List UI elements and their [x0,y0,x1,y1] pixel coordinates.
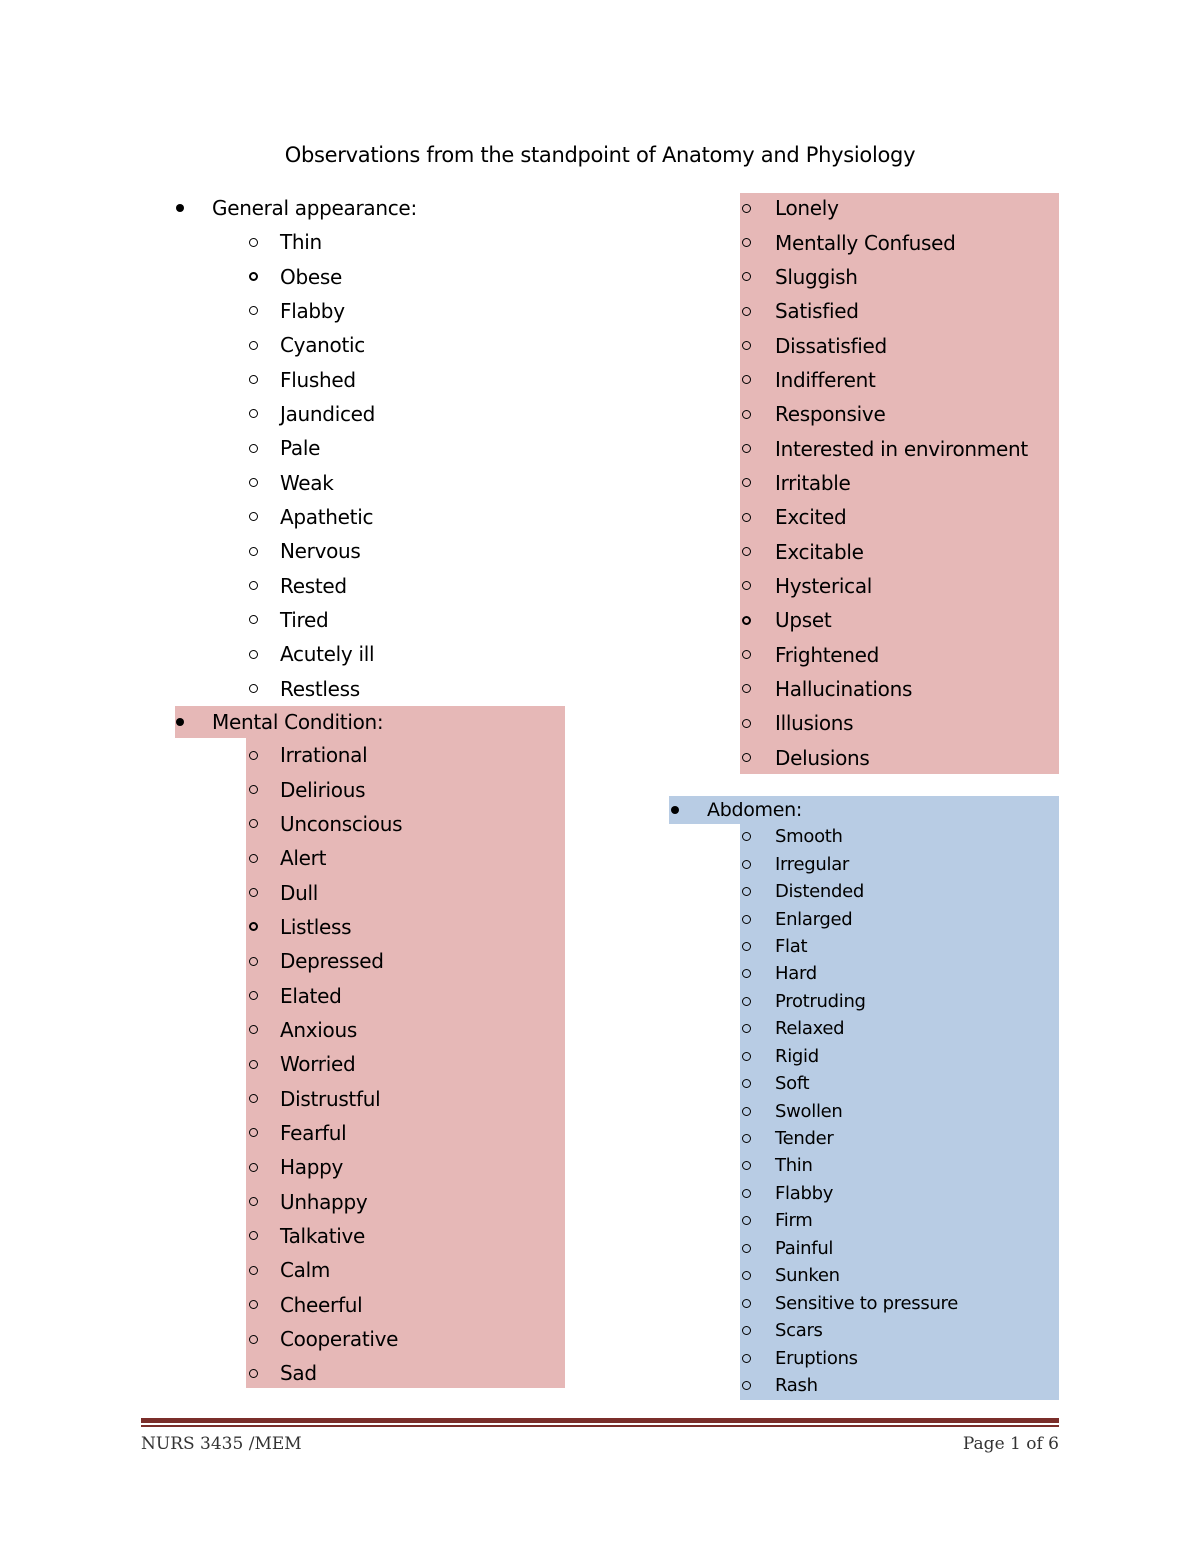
mental-condition-continued-list [742,191,1028,775]
circle-bullet-icon [249,375,258,384]
list-item-text: Illusions [775,711,854,736]
list-item [249,1288,402,1322]
circle-bullet-icon [249,684,258,693]
list-item [249,875,402,909]
list-item-text: Worried [280,1052,356,1077]
list-item-text: Depressed [280,949,384,974]
list-item [249,259,375,293]
list-item [249,294,375,328]
list-item-text: Flat [775,935,808,957]
list-item [742,1180,958,1207]
list-item-text: Listless [280,914,352,939]
circle-bullet-icon [742,513,751,522]
circle-bullet-icon [742,581,751,590]
circle-bullet-icon [742,307,751,316]
circle-bullet-icon [249,1094,258,1103]
list-item [249,1356,402,1390]
circle-bullet-icon [249,1300,258,1309]
list-item-text: Nervous [280,539,361,564]
list-item-text: Irregular [775,853,850,875]
list-item [742,905,958,932]
circle-bullet-icon [742,832,751,841]
list-item-text: Excitable [775,539,864,564]
circle-bullet-icon [742,238,751,247]
circle-bullet-icon [742,1271,751,1280]
list-item-text: Alert [280,846,327,871]
list-item-text: Cooperative [280,1327,399,1352]
abdomen-heading [671,797,802,823]
list-item [742,637,1028,671]
list-item-text: Swollen [775,1100,843,1122]
mental-condition-list [249,738,402,1391]
heading-text: Abdomen: [707,799,802,821]
circle-bullet-icon [249,1266,258,1275]
list-item-text: Elated [280,983,342,1008]
list-item-text: Distended [775,881,865,903]
list-item [742,431,1028,465]
list-item [742,1097,958,1124]
list-item-text: Satisfied [775,299,859,324]
circle-bullet-icon [742,1161,751,1170]
list-item [742,397,1028,431]
circle-bullet-icon [742,915,751,924]
list-item-text: Frightened [775,642,880,667]
circle-bullet-icon [742,887,751,896]
list-item-text: Rested [280,573,347,598]
list-item [742,466,1028,500]
list-item [742,933,958,960]
list-item [742,672,1028,706]
abdomen-list [742,823,958,1399]
circle-bullet-icon [742,1354,751,1363]
list-item-text: Smooth [775,826,843,848]
list-item [249,738,402,772]
circle-bullet-icon [249,922,258,931]
list-item [742,294,1028,328]
list-item-text: Firm [775,1210,813,1232]
list-item-text: Enlarged [775,908,853,930]
circle-bullet-icon [249,238,258,247]
list-item-text: Anxious [280,1017,357,1042]
list-item-text: Hard [775,963,817,985]
circle-bullet-icon [249,547,258,556]
list-item-text: Delirious [280,777,366,802]
circle-bullet-icon [249,1163,258,1172]
list-item-text: Talkative [280,1223,366,1248]
list-item [249,1219,402,1253]
circle-bullet-icon [742,1134,751,1143]
circle-bullet-icon [249,615,258,624]
list-item-text: Weak [280,470,334,495]
list-item-text: Pale [280,436,321,461]
list-item-text: Rash [775,1374,818,1396]
footer-rule-thin [141,1425,1059,1427]
circle-bullet-icon [742,684,751,693]
list-item-text: Responsive [775,402,886,427]
list-item [742,191,1028,225]
circle-bullet-icon [742,1189,751,1198]
list-item [249,225,375,259]
list-item [742,988,958,1015]
heading-text: General appearance: [212,196,417,220]
circle-bullet-icon [249,957,258,966]
list-item-text: Scars [775,1320,823,1342]
list-item-text: Unconscious [280,811,403,836]
list-item [742,1152,958,1179]
list-item-text: Excited [775,505,847,530]
footer-rule [141,1418,1059,1423]
circle-bullet-icon [742,1326,751,1335]
list-item-text: Flushed [280,367,356,392]
general-appearance-list [249,225,375,706]
circle-bullet-icon [249,785,258,794]
list-item-text: Dull [280,880,318,905]
list-item-text: Flabby [280,298,345,323]
list-item [249,362,375,396]
list-item-text: Sluggish [775,264,858,289]
list-item-text: Irrational [280,743,368,768]
list-item-text: Soft [775,1073,810,1095]
circle-bullet-icon [742,547,751,556]
list-item-text: Relaxed [775,1018,845,1040]
circle-bullet-icon [742,410,751,419]
list-item [249,671,375,705]
list-item-text: Happy [280,1155,344,1180]
list-item-text: Protruding [775,990,866,1012]
list-item-text: Jaundiced [280,401,376,426]
footer-course-code: NURS 3435 /MEM [141,1434,302,1454]
circle-bullet-icon [742,753,751,762]
circle-bullet-icon [742,860,751,869]
list-item-text: Irritable [775,470,851,495]
circle-bullet-icon [742,1052,751,1061]
bullet-icon [671,806,679,814]
list-item [249,328,375,362]
footer-page-number: Page 1 of 6 [962,1434,1059,1454]
list-item [742,363,1028,397]
list-item-text: Acutely ill [280,642,375,667]
list-item [249,1047,402,1081]
list-item [249,944,402,978]
circle-bullet-icon [249,512,258,521]
list-item [742,1070,958,1097]
list-item [742,1207,958,1234]
list-item-text: Cheerful [280,1292,363,1317]
list-item-text: Cyanotic [280,333,365,358]
circle-bullet-icon [249,854,258,863]
list-item-text: Interested in environment [775,436,1028,461]
list-item-text: Obese [280,264,342,289]
list-item-text: Mentally Confused [775,230,956,255]
circle-bullet-icon [742,719,751,728]
list-item-text: Indifferent [775,367,876,392]
list-item [742,260,1028,294]
circle-bullet-icon [742,341,751,350]
circle-bullet-icon [249,1231,258,1240]
list-item [249,807,402,841]
list-item-text: Tender [775,1128,834,1150]
list-item-text: Restless [280,676,360,701]
list-item-text: Sensitive to pressure [775,1292,959,1314]
list-item-text: Rigid [775,1045,819,1067]
list-item [249,534,375,568]
circle-bullet-icon [249,1025,258,1034]
circle-bullet-icon [249,272,258,281]
list-item [742,1289,958,1316]
list-item [249,978,402,1012]
circle-bullet-icon [249,478,258,487]
circle-bullet-icon [249,650,258,659]
circle-bullet-icon [742,997,751,1006]
list-item [249,1253,402,1287]
list-item [742,534,1028,568]
circle-bullet-icon [249,1197,258,1206]
list-item-text: Painful [775,1237,834,1259]
list-item-text: Hysterical [775,573,873,598]
list-item-text: Flabby [775,1182,834,1204]
bullet-icon [176,718,184,726]
list-item [249,1116,402,1150]
list-item [249,397,375,431]
list-item [249,1184,402,1218]
list-item [742,878,958,905]
circle-bullet-icon [742,616,751,625]
circle-bullet-icon [249,341,258,350]
circle-bullet-icon [249,1060,258,1069]
mental-condition-heading [176,708,383,736]
list-item [742,1317,958,1344]
circle-bullet-icon [742,942,751,951]
circle-bullet-icon [249,1369,258,1378]
list-item-text: Hallucinations [775,676,913,701]
list-item [249,568,375,602]
circle-bullet-icon [742,969,751,978]
list-item [742,1043,958,1070]
circle-bullet-icon [249,991,258,1000]
list-item [249,465,375,499]
circle-bullet-icon [742,1381,751,1390]
circle-bullet-icon [742,1107,751,1116]
list-item [249,1322,402,1356]
circle-bullet-icon [249,751,258,760]
circle-bullet-icon [249,444,258,453]
list-item [742,706,1028,740]
list-item [742,741,1028,775]
circle-bullet-icon [742,1079,751,1088]
list-item-text: Sad [280,1361,317,1386]
circle-bullet-icon [249,409,258,418]
general-appearance-heading [176,194,417,222]
circle-bullet-icon [742,204,751,213]
list-item-text: Thin [280,230,322,255]
list-item [742,1372,958,1399]
list-item [742,569,1028,603]
circle-bullet-icon [742,1244,751,1253]
circle-bullet-icon [742,478,751,487]
list-item-text: Unhappy [280,1189,368,1214]
list-item-text: Delusions [775,745,870,770]
circle-bullet-icon [249,306,258,315]
list-item-text: Dissatisfied [775,333,887,358]
list-item-text: Tired [280,607,329,632]
circle-bullet-icon [742,1299,751,1308]
list-item [742,1344,958,1371]
circle-bullet-icon [742,650,751,659]
list-item [249,841,402,875]
circle-bullet-icon [742,1216,751,1225]
list-item-text: Calm [280,1258,331,1283]
list-item [249,772,402,806]
list-item [742,1262,958,1289]
list-item [249,910,402,944]
list-item [742,850,958,877]
circle-bullet-icon [249,581,258,590]
list-item [742,225,1028,259]
circle-bullet-icon [742,375,751,384]
list-item-text: Distrustful [280,1086,381,1111]
list-item [742,603,1028,637]
list-item [249,1081,402,1115]
circle-bullet-icon [249,819,258,828]
circle-bullet-icon [249,888,258,897]
circle-bullet-icon [742,272,751,281]
list-item [249,431,375,465]
list-item [742,1015,958,1042]
circle-bullet-icon [742,444,751,453]
list-item [742,500,1028,534]
document-title: Observations from the standpoint of Anatomy and Physiology [284,143,916,167]
list-item-text: Apathetic [280,504,374,529]
bullet-icon [176,204,184,212]
list-item [742,823,958,850]
list-item-text: Lonely [775,196,839,221]
list-item-text: Upset [775,608,832,633]
list-item-text: Fearful [280,1120,347,1145]
list-item [249,637,375,671]
list-item [249,1013,402,1047]
list-item [742,1125,958,1152]
list-item-text: Sunken [775,1265,840,1287]
list-item [249,500,375,534]
list-item-text: Thin [775,1155,813,1177]
circle-bullet-icon [249,1128,258,1137]
list-item [742,328,1028,362]
heading-text: Mental Condition: [212,710,384,734]
list-item [742,960,958,987]
list-item [249,1150,402,1184]
list-item [742,1235,958,1262]
list-item-text: Eruptions [775,1347,858,1369]
circle-bullet-icon [249,1335,258,1344]
list-item [249,603,375,637]
circle-bullet-icon [742,1024,751,1033]
